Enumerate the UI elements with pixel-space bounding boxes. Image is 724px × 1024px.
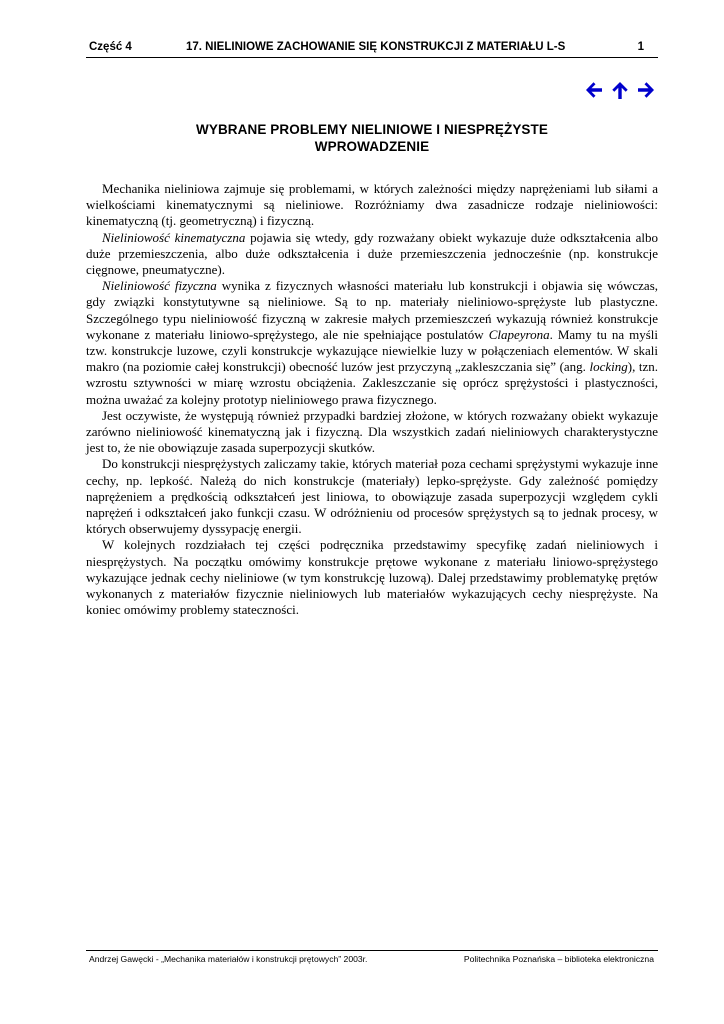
- previous-page-button[interactable]: [584, 80, 604, 100]
- running-footer: [86, 950, 658, 964]
- paragraph-1: Mechanika nieliniowa zajmuje się problemami, w których zależności między naprężeniami lub siłami a wielkościami kinematycznymi są nieliniowe. Rozróżniamy dwa zasadnicze rodzaje nieliniowości: kinematyczną (tj. geometryczną) i fizyczną.: [86, 181, 658, 229]
- running-header: [86, 41, 658, 58]
- navigation-arrows: [584, 80, 656, 100]
- body-text: [86, 181, 658, 618]
- next-page-button[interactable]: [636, 80, 656, 100]
- paragraph-2-text: pojawia się wtedy, gdy rozważany obiekt wykazuje duże odkształcenia albo duże przemieszczenia, albo duże odkształcenia i duże przemieszczenia jednocześnie (np. konstrukcje cięgnowe, pneumatyczne).: [86, 229, 658, 278]
- paragraph-6: W kolejnych rozdziałach tej części podręcznika przedstawimy specyfikę zadań nieliniowych i niesprężystych. Na początku omówimy konstrukcje prętowe wykonane z materiału liniowo-sprężystego wykazujące jednak cechy nieliniowe (w tym konstrukcję luzową). Dalej przedstawimy problematykę prętów wykonanych z materiałów fizycznie nieliniowych lub materiałów wykazujących cechy niesprężyste. Na koniec omówimy problemy stateczności.: [86, 537, 658, 618]
- footer-publisher: Politechnika Poznańska – biblioteka elektroniczna: [463, 954, 654, 964]
- paragraph-3-text-a: wynika z fizycznych własności materiału lub konstrukcji i objawia się wówczas, gdy związki konstytutywne są nieliniowe. Są to np. materiały nieliniowo-sprężyste lub plastyczne. Szczególnego typu nieliniowość fizyczną w zakresie małych przemieszczeń wykazują również konstrukcje wykonane z materiału liniowo-sprężystego, ale nie spełniające postulatów: [86, 278, 659, 342]
- term-locking: locking: [589, 359, 628, 375]
- header-chapter-title: 17. NIELINIOWE ZACHOWANIE SIĘ KONSTRUKCJI Z MATERIAŁU L-S: [186, 41, 566, 53]
- name-clapeyron: Clapeyrona: [488, 326, 550, 342]
- arrow-up-icon: [610, 80, 630, 100]
- term-kinematic-nonlinearity: Nieliniowość kinematyczna: [102, 229, 246, 245]
- paragraph-3: [86, 278, 658, 408]
- header-part-label: Część 4: [89, 41, 132, 53]
- paragraph-2: [86, 230, 658, 279]
- term-physical-nonlinearity: Nieliniowość fizyczna: [102, 278, 217, 294]
- document-title: [86, 121, 658, 155]
- title-line-2: WPROWADZENIE: [314, 139, 430, 154]
- paragraph-4: Jest oczywiste, że występują również przypadki bardziej złożone, w których rozważany obiekt wykazuje zarówno nieliniowość kinematyczną jak i fizyczną. Dla wszystkich zadań nieliniowych charakterystyczne jest to, że nie obowiązuje zasada superpozycji skutków.: [86, 407, 658, 456]
- arrow-right-icon: [636, 80, 656, 100]
- up-button[interactable]: [610, 80, 630, 100]
- paragraph-3-text-c: ), tzn. wzrostu sztywności w miarę wzrostu obciążenia. Zakleszczanie się oprócz sprężystości i plastyczności, można uważać za kolejny prototyp nieliniowego prawa fizycznego.: [86, 359, 658, 407]
- header-page-number: 1: [637, 41, 644, 53]
- footer-citation: Andrzej Gawęcki - „Mechanika materiałów i konstrukcji prętowych” 2003r.: [89, 954, 368, 964]
- paragraph-5: Do konstrukcji niesprężystych zaliczamy takie, których materiał poza cechami sprężystymi wykazuje inne cechy, np. lepkość. Należą do nich konstrukcje (materiały) lepko-sprężyste. Gdy zależność pomiędzy naprężeniem a prędkością odkształceń jest liniowa, to obowiązuje zasada superpozycji względem cykli naprężeń i odkształceń jako funkcji czasu. W odróżnieniu od procesów sprężystych są to jednak procesy, w których obserwujemy dyssypację energii.: [86, 456, 658, 537]
- paragraph-3-text-b: . Mamy tu na myśli tzw. konstrukcje luzowe, czyli konstrukcje wykazujące niewielkie luzy w połączeniach elementów. W skali makro (na poziomie całej konstrukcji) obecność luzów jest przyczyną „zakleszczania się” (ang.: [86, 326, 659, 375]
- arrow-left-icon: [584, 80, 604, 100]
- title-line-1: WYBRANE PROBLEMY NIELINIOWE I NIESPRĘŻYSTE: [196, 122, 548, 137]
